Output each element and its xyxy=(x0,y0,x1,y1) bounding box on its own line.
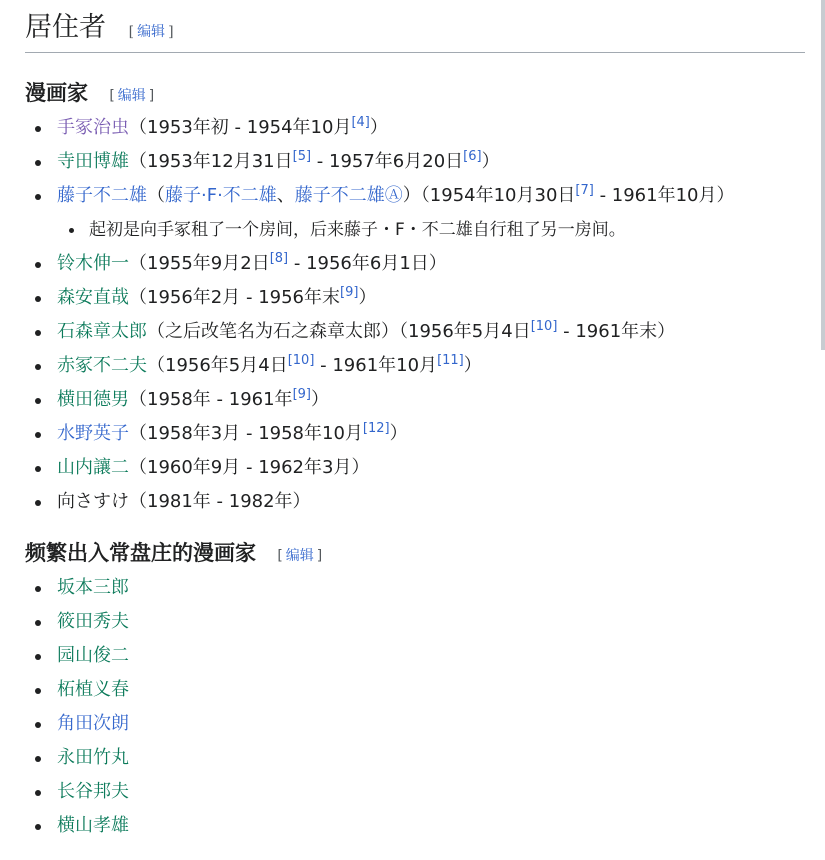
reference-link[interactable]: [8] xyxy=(269,251,289,266)
edit-section: [ 编辑 ] xyxy=(277,548,323,564)
edit-link[interactable]: 编辑 xyxy=(137,24,166,40)
subsection-title: 频繁出入常盘庄的漫画家 xyxy=(25,541,256,565)
artist-dates-mid: - 1961年10月 xyxy=(314,355,438,376)
list-item xyxy=(25,111,805,145)
alias-link[interactable]: 藤子不二雄Ⓐ xyxy=(294,185,403,206)
reference-link[interactable]: [7] xyxy=(575,183,594,198)
artist-dates: （1956年2月 - 1956年末 xyxy=(129,287,341,308)
sub-list-item: 起初是向手冢租了一个房间，后来藤子・F・不二雄自行租了另一房间。 xyxy=(25,213,805,247)
alias-link[interactable]: 藤子·F·不二雄 xyxy=(165,185,277,206)
list-item xyxy=(25,707,805,741)
edit-section: [ 编辑 ] xyxy=(128,24,174,40)
reference-link[interactable]: [9] xyxy=(340,285,359,300)
artist-link[interactable]: 铃木伸一 xyxy=(57,253,129,274)
list-item xyxy=(25,145,805,179)
artist-dates-tail: - 1961年末） xyxy=(557,321,676,342)
list-item xyxy=(25,741,805,775)
artist-link[interactable]: 寺田博雄 xyxy=(57,151,129,172)
list-item xyxy=(25,775,805,809)
artist-link[interactable]: 水野英子 xyxy=(57,423,129,444)
artist-dates: （1981年 - 1982年） xyxy=(129,491,311,512)
list-item xyxy=(25,247,805,281)
artist-dates-tail: ） xyxy=(389,423,408,444)
artist-dates: （1960年9月 - 1962年3月） xyxy=(129,457,370,478)
sub-list xyxy=(25,213,805,247)
artist-dates-tail: - 1961年10月） xyxy=(593,185,735,206)
list-item xyxy=(25,571,805,605)
list-item xyxy=(25,281,805,315)
artist-dates: （1953年初 - 1954年10月 xyxy=(129,117,352,138)
artist-link[interactable]: 山内讓二 xyxy=(57,457,129,478)
artist-link[interactable]: 藤子不二雄 xyxy=(57,185,147,206)
artist-link[interactable]: 角田次朗 xyxy=(57,713,129,734)
subsection-heading-manga-artists xyxy=(25,75,805,111)
artist-dates: ）（1954年10月30日 xyxy=(402,185,576,206)
artist-dates: （之后改笔名为石之森章太郎）（1956年5月4日 xyxy=(147,321,531,342)
artist-dates-tail: ） xyxy=(481,151,500,172)
list-item xyxy=(25,383,805,417)
paren: （ xyxy=(147,185,165,206)
artist-link[interactable]: 赤冢不二夫 xyxy=(57,355,147,376)
list-item xyxy=(25,315,805,349)
section-title: 居住者 xyxy=(25,12,106,43)
reference-link[interactable]: [4] xyxy=(351,115,370,130)
artist-link[interactable]: 手冢治虫 xyxy=(57,117,129,138)
subsection-heading-frequent-visitors xyxy=(25,535,805,571)
reference-link[interactable]: [6] xyxy=(463,149,482,164)
artist-link[interactable]: 柘植义春 xyxy=(57,679,129,700)
list-item xyxy=(25,673,805,707)
subsection-title: 漫画家 xyxy=(25,81,88,105)
list-item xyxy=(25,605,805,639)
list-item xyxy=(25,349,805,383)
artist-dates: （1956年5月4日 xyxy=(147,355,288,376)
reference-link[interactable]: [10] xyxy=(530,319,558,334)
artist-link[interactable]: 森安直哉 xyxy=(57,287,129,308)
reference-link[interactable]: [12] xyxy=(362,421,390,436)
artist-link[interactable]: 永田竹丸 xyxy=(57,747,129,768)
artist-dates-tail: - 1956年6月1日） xyxy=(288,253,447,274)
artist-link[interactable]: 石森章太郎 xyxy=(57,321,147,342)
article-content xyxy=(25,0,805,843)
list-item xyxy=(25,179,805,240)
artist-dates: （1958年 - 1961年 xyxy=(129,389,293,410)
frequent-visitor-list xyxy=(25,571,805,843)
edit-link[interactable]: 编辑 xyxy=(117,88,146,104)
reference-link[interactable]: [11] xyxy=(437,353,464,368)
artist-dates-mid: - 1957年6月20日 xyxy=(311,151,464,172)
reference-link[interactable]: [9] xyxy=(292,387,311,402)
edit-link[interactable]: 编辑 xyxy=(285,548,314,564)
scrollbar[interactable] xyxy=(821,0,825,350)
reference-link[interactable]: [10] xyxy=(287,353,315,368)
artist-dates-tail: ） xyxy=(369,117,388,138)
artist-dates-tail: ） xyxy=(463,355,482,376)
artist-link[interactable]: 长谷邦夫 xyxy=(57,781,129,802)
reference-link[interactable]: [5] xyxy=(292,149,312,164)
list-item xyxy=(25,809,805,843)
artist-dates: （1955年9月2日 xyxy=(129,253,270,274)
artist-dates: （1958年3月 - 1958年10月 xyxy=(129,423,363,444)
artist-dates-tail: ） xyxy=(358,287,377,308)
artist-link[interactable]: 坂本三郎 xyxy=(57,577,129,598)
list-item xyxy=(25,639,805,673)
list-item xyxy=(25,417,805,451)
artist-dates-tail: ） xyxy=(310,389,329,410)
artist-link[interactable]: 横田德男 xyxy=(57,389,129,410)
artist-link[interactable]: 园山俊二 xyxy=(57,645,129,666)
edit-section: [ 编辑 ] xyxy=(109,88,155,104)
list-item xyxy=(25,451,805,485)
manga-artist-list xyxy=(25,111,805,519)
artist-link[interactable]: 横山孝雄 xyxy=(57,815,129,836)
list-item xyxy=(25,485,805,519)
separator: 、 xyxy=(276,185,295,206)
artist-dates: （1953年12月31日 xyxy=(129,151,293,172)
artist-link[interactable]: 筱田秀夫 xyxy=(57,611,129,632)
artist-name: 向さすけ xyxy=(57,491,129,512)
section-heading-residents xyxy=(25,0,805,53)
